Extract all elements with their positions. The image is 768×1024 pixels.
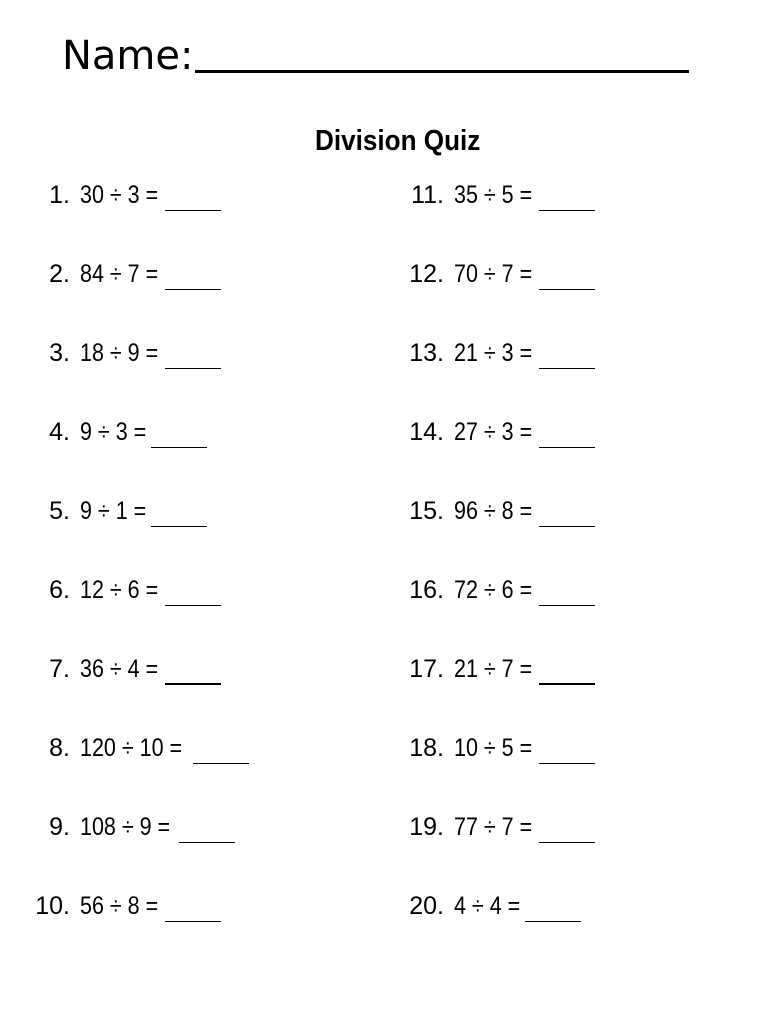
- problem-number: 4.: [49, 418, 70, 446]
- answer-blank[interactable]: [165, 289, 221, 290]
- problem-number: 10.: [35, 892, 70, 920]
- problem-10: [26, 889, 221, 927]
- problem-11: [406, 178, 595, 216]
- problem-15: [406, 494, 595, 532]
- answer-blank[interactable]: [193, 763, 249, 764]
- answer-blank[interactable]: [539, 842, 595, 843]
- name-blank-line[interactable]: [195, 70, 689, 73]
- problem-expression: 84 ÷ 7 =: [80, 260, 159, 288]
- answer-blank[interactable]: [179, 842, 235, 843]
- problem-number: 12.: [409, 260, 444, 288]
- name-field[interactable]: [62, 30, 689, 82]
- problem-3: [26, 336, 221, 374]
- quiz-title: Division Quiz: [315, 125, 481, 157]
- answer-blank[interactable]: [539, 526, 595, 527]
- problem-14: [406, 415, 595, 453]
- problem-expression: 4 ÷ 4 =: [454, 892, 521, 920]
- problem-7: [26, 652, 221, 690]
- answer-blank[interactable]: [539, 289, 595, 290]
- problem-4: [26, 415, 207, 453]
- problem-expression: 27 ÷ 3 =: [454, 418, 533, 446]
- problem-number: 7.: [49, 655, 70, 683]
- problem-number: 5.: [49, 497, 70, 525]
- problem-expression: 108 ÷ 9 =: [80, 813, 171, 841]
- problem-expression: 35 ÷ 5 =: [454, 181, 533, 209]
- problem-number: 18.: [409, 734, 444, 762]
- problem-expression: 9 ÷ 3 =: [80, 418, 147, 446]
- problem-number: 11.: [411, 181, 444, 209]
- answer-blank[interactable]: [165, 368, 221, 369]
- answer-blank[interactable]: [165, 683, 221, 685]
- problem-number: 14.: [409, 418, 444, 446]
- problem-expression: 96 ÷ 8 =: [454, 497, 533, 525]
- problem-12: [406, 257, 595, 295]
- problem-number: 13.: [409, 339, 444, 367]
- answer-blank[interactable]: [151, 447, 207, 448]
- problem-expression: 10 ÷ 5 =: [454, 734, 533, 762]
- problem-16: [406, 573, 595, 611]
- problem-number: 1.: [49, 181, 70, 209]
- problem-5: [26, 494, 207, 532]
- problem-1: [26, 178, 221, 216]
- answer-blank[interactable]: [539, 763, 595, 764]
- problem-2: [26, 257, 221, 295]
- problem-number: 16.: [409, 576, 444, 604]
- problem-number: 15.: [409, 497, 444, 525]
- problem-number: 20.: [409, 892, 444, 920]
- problem-number: 6.: [49, 576, 70, 604]
- answer-blank[interactable]: [165, 605, 221, 606]
- problem-13: [406, 336, 595, 374]
- problem-expression: 9 ÷ 1 =: [80, 497, 147, 525]
- problem-9: [26, 810, 235, 848]
- problem-number: 3.: [49, 339, 70, 367]
- problem-number: 9.: [49, 813, 70, 841]
- name-label: Name:: [62, 33, 194, 79]
- problem-20: [406, 889, 581, 927]
- answer-blank[interactable]: [165, 210, 221, 211]
- problem-expression: 36 ÷ 4 =: [80, 655, 159, 683]
- problem-number: 17.: [409, 655, 444, 683]
- problem-8: [26, 731, 249, 769]
- problem-expression: 70 ÷ 7 =: [454, 260, 533, 288]
- answer-blank[interactable]: [539, 605, 595, 606]
- answer-blank[interactable]: [539, 683, 595, 685]
- problem-6: [26, 573, 221, 611]
- problem-expression: 77 ÷ 7 =: [454, 813, 533, 841]
- problem-number: 8.: [49, 734, 70, 762]
- problem-expression: 18 ÷ 9 =: [80, 339, 159, 367]
- problem-18: [406, 731, 595, 769]
- problem-expression: 12 ÷ 6 =: [80, 576, 159, 604]
- answer-blank[interactable]: [539, 368, 595, 369]
- problem-number: 19.: [409, 813, 444, 841]
- answer-blank[interactable]: [539, 447, 595, 448]
- problem-expression: 21 ÷ 3 =: [454, 339, 533, 367]
- answer-blank[interactable]: [151, 526, 207, 527]
- problem-expression: 120 ÷ 10 =: [80, 734, 183, 762]
- problem-17: [406, 652, 595, 690]
- problem-expression: 56 ÷ 8 =: [80, 892, 159, 920]
- answer-blank[interactable]: [539, 210, 595, 211]
- problem-expression: 21 ÷ 7 =: [454, 655, 533, 683]
- problem-number: 2.: [49, 260, 70, 288]
- problem-19: [406, 810, 595, 848]
- problem-expression: 30 ÷ 3 =: [80, 181, 159, 209]
- problem-expression: 72 ÷ 6 =: [454, 576, 533, 604]
- answer-blank[interactable]: [525, 921, 581, 922]
- answer-blank[interactable]: [165, 921, 221, 922]
